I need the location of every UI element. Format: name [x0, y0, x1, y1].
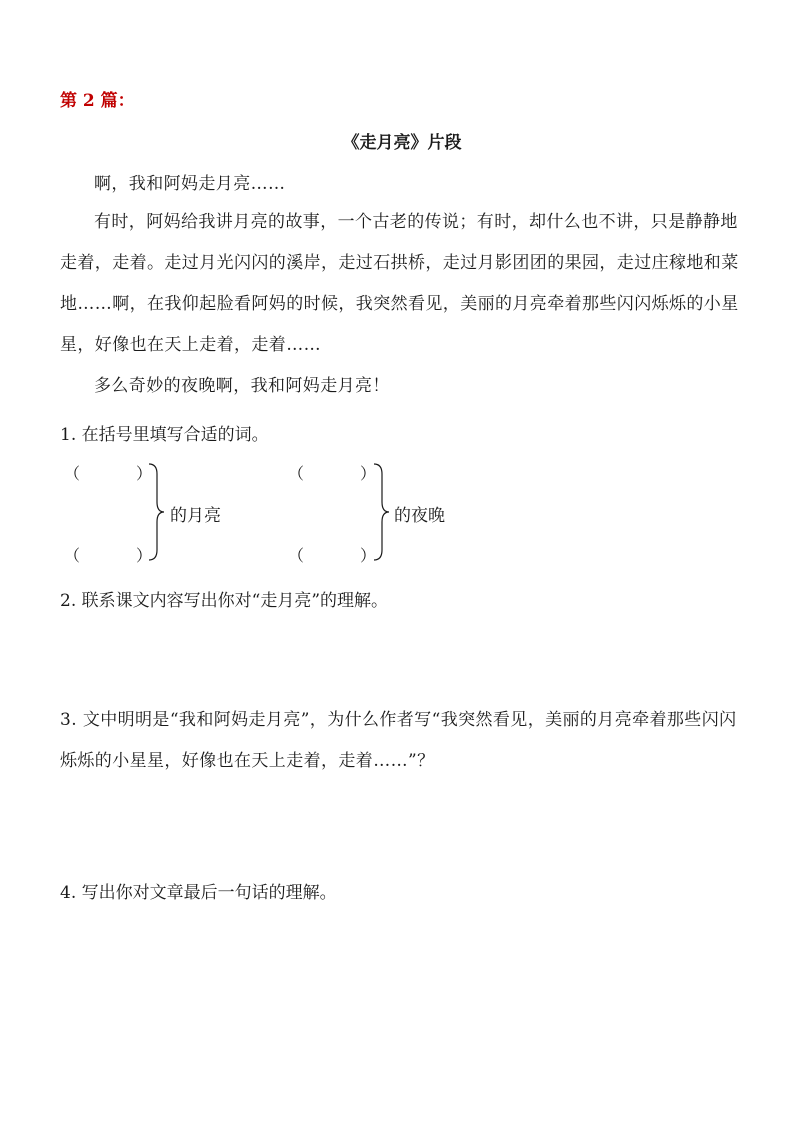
blank-1-open-paren: （: [64, 464, 81, 483]
blank-group-night-label: 的夜晚: [394, 506, 445, 526]
blank-3-open-paren: （: [288, 464, 305, 483]
passage-title: 《走月亮》片段: [342, 133, 462, 153]
blank-3-close-paren: ）: [360, 464, 377, 483]
blank-2-close-paren: ）: [136, 546, 153, 565]
question-2-text: 2. 联系课文内容写出你对“走月亮”的理解。: [60, 591, 389, 611]
blank-4-open-paren: （: [288, 546, 305, 565]
right-brace-icon: [371, 462, 391, 562]
blank-4-close-paren: ）: [360, 546, 377, 565]
right-brace-icon: [146, 462, 166, 562]
passage-paragraph-1: 啊，我和阿妈走月亮……: [94, 174, 286, 194]
passage-paragraph-2: 有时，阿妈给我讲月亮的故事，一个古老的传说；有时，却什么也不讲，只是静静地走着，走着。走过月光闪闪的溪岸，走过石拱桥，走过月影团团的果园，走过庄稼地和菜地……啊，在我仰起脸看阿妈的时候，我突然看见，美丽的月亮牵着那些闪闪烁烁的小星星，好像也在天上走着，走着……: [60, 212, 739, 355]
question-3-text: 3. 文中明明是“我和阿妈走月亮”，为什么作者写“我突然看见，美丽的月亮牵着那些闪闪烁烁的小星星，好像也在天上走着，走着……”？: [60, 710, 737, 771]
blank-2-open-paren: （: [64, 546, 81, 565]
section-label: 第 2 篇：: [60, 91, 135, 111]
blank-group-moon-label: 的月亮: [170, 506, 221, 526]
passage-paragraph-3: 多么奇妙的夜晚啊，我和阿妈走月亮！: [94, 376, 390, 396]
blank-1-close-paren: ）: [136, 464, 153, 483]
question-4-text: 4. 写出你对文章最后一句话的理解。: [60, 883, 337, 903]
question-1-text: 1. 在括号里填写合适的词。: [60, 425, 269, 445]
